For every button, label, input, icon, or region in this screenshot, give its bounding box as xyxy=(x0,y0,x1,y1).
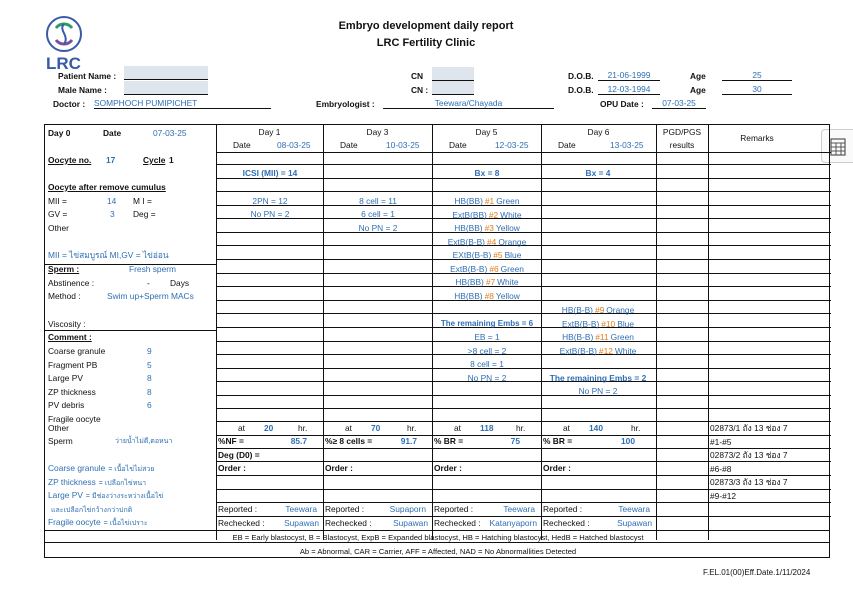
dob-value-2: 12-03-1994 xyxy=(598,84,660,95)
male-name-field xyxy=(124,81,208,95)
comment-value: 8 xyxy=(147,373,152,383)
embryo-color: Green xyxy=(496,196,520,206)
dob-label-1: D.O.B. xyxy=(568,71,594,81)
embryo-row xyxy=(450,264,524,275)
embryo-number: #1 xyxy=(484,196,495,206)
other2-label: Other xyxy=(48,423,69,433)
row-divider xyxy=(216,152,831,153)
embryo-row xyxy=(560,346,637,357)
opu-value: 07-03-25 xyxy=(652,98,706,109)
row-divider xyxy=(216,341,831,342)
at-label: at xyxy=(454,423,461,433)
comment-label: Coarse granule xyxy=(48,346,106,356)
rechecked-label: Rechecked : xyxy=(543,518,590,528)
dob-label-2: D.O.B. xyxy=(568,85,594,95)
embryo-grade: HB(B-B) xyxy=(561,305,593,315)
at-label: at xyxy=(238,423,245,433)
embryo-color: White xyxy=(614,345,637,356)
dob-value-1: 21-06-1999 xyxy=(598,70,660,81)
embryo-number: #8 xyxy=(484,290,494,301)
row-divider xyxy=(216,368,831,369)
embryo-grade: HB(B-B) xyxy=(562,332,594,342)
remarks-entry: 02873/1 ถัง 13 ช่อง 7 xyxy=(710,423,788,433)
embryo-grade: ExtB(B-B) xyxy=(447,236,485,247)
embryo-grade: ExtB(B-B) xyxy=(562,318,600,329)
d1-2pn: 2PN = 12 xyxy=(252,196,288,206)
sperm-label: Sperm : xyxy=(48,264,80,274)
hours-value: 20 xyxy=(264,423,274,433)
hr-label: hr. xyxy=(516,423,526,433)
embryo-color: Green xyxy=(500,263,524,274)
remarks-entry: #6-#8 xyxy=(710,463,732,474)
legend-desc: = เนื้อไข่ไม่สวย xyxy=(108,466,155,473)
patient-name-field xyxy=(124,66,208,80)
comment-label: Fragment PB xyxy=(48,359,98,370)
hours-value: 70 xyxy=(371,423,381,433)
mii-note: MII = ไข่สมบูรณ์ MI,GV = ไข่อ่อน xyxy=(48,250,169,260)
rechecked-label: Rechecked : xyxy=(218,518,265,528)
row-divider xyxy=(216,421,831,422)
male-name-label: Male Name : xyxy=(58,85,107,95)
embryo-color: Green xyxy=(610,332,634,342)
clinic-title: LRC Fertility Clinic xyxy=(376,37,476,49)
age-label-2: Age xyxy=(690,85,706,95)
remarks-entry: #1-#5 xyxy=(710,436,732,447)
comment-label: Comment : xyxy=(48,332,92,342)
rechecked-by: Supawan xyxy=(617,518,652,528)
embryo-color: Yellow xyxy=(495,290,520,301)
cycle-value: 1 xyxy=(169,155,174,165)
br6-value: 100 xyxy=(621,436,635,446)
row-divider xyxy=(216,408,831,409)
method-label: Method : xyxy=(48,291,81,301)
comment-label: PV debris xyxy=(48,400,85,410)
embryo-row xyxy=(455,196,520,207)
day-date-label: Date xyxy=(558,140,576,150)
reported-label: Reported : xyxy=(325,504,365,514)
row-divider xyxy=(216,461,831,462)
row-divider xyxy=(216,502,831,503)
reported-by: Teewara xyxy=(285,504,317,514)
legend-item xyxy=(48,477,146,489)
reported-label: Reported : xyxy=(543,504,583,514)
day-header: Day 1 xyxy=(258,127,281,137)
row-divider xyxy=(216,448,831,449)
footer-abbrev-2: Ab = Abnormal, CAR = Carrier, AFF = Affected, NAD = No Abnormallities Detected xyxy=(299,547,577,556)
cn-field xyxy=(432,67,474,81)
reported-label: Reported : xyxy=(434,504,474,514)
embryo-number: #6 xyxy=(489,263,499,274)
legend-term: Coarse granule xyxy=(48,463,106,473)
embryo-row xyxy=(452,210,521,221)
form-code: F.EL.01(00)Eff.Date.1/11/2024 xyxy=(703,568,811,577)
day-date-label: Date xyxy=(449,140,467,150)
gv-label: GV = xyxy=(48,209,68,219)
legend-term: Fragile oocyte xyxy=(48,517,101,527)
remarks-header: Remarks xyxy=(740,133,774,143)
rechecked-by: Supawan xyxy=(393,518,428,528)
embryo-grade: EXtB(B-B) xyxy=(452,250,492,260)
cn-label: CN xyxy=(411,71,424,81)
order-d5: Order : xyxy=(434,463,462,473)
day-date: 10-03-25 xyxy=(386,140,420,150)
row-divider xyxy=(216,313,831,314)
order-d1: Order : xyxy=(218,463,246,473)
embryologist-value: Teewara/Chayada xyxy=(383,98,554,109)
legend-desc: = เปลือกไข่หนา xyxy=(98,479,147,487)
embryologist-label: Embryologist : xyxy=(316,99,375,109)
deg-d0-label: Deg (D0) = xyxy=(218,450,260,460)
legend-desc: = เนื้อไข่เปราะ xyxy=(103,520,148,527)
embryo-grade: ExtB(B-B) xyxy=(450,263,488,274)
rechecked-by: Supawan xyxy=(284,518,319,528)
order-d6: Order : xyxy=(543,463,571,473)
day-header: Day 3 xyxy=(366,127,389,137)
embryo-report-table xyxy=(44,124,830,558)
row-divider xyxy=(216,435,831,436)
pgd-header: PGD/PGS xyxy=(662,127,702,137)
br5-value: 75 xyxy=(510,436,520,446)
row-divider xyxy=(216,489,831,490)
day-date: 12-03-25 xyxy=(495,140,529,150)
d3-8cell: 8 cell = 11 xyxy=(359,196,397,206)
br6-label: % BR = xyxy=(543,436,573,446)
sperm2-label: Sperm xyxy=(48,436,73,446)
day-date: 13-03-25 xyxy=(610,140,644,150)
embryo-number: #10 xyxy=(601,318,616,329)
logo-emblem-icon xyxy=(44,14,84,54)
d5-8cell: 8 cell = 1 xyxy=(470,359,504,369)
d5-nopn: No PN = 2 xyxy=(467,373,507,383)
reported-by: Teewara xyxy=(618,504,650,514)
sperm-note: ว่ายน้ำไม่ดี,ตอหนา xyxy=(115,438,173,445)
age-value-2: 30 xyxy=(722,84,792,95)
br5-label: % BR = xyxy=(434,436,464,446)
embryo-number: #11 xyxy=(595,332,609,342)
day-date: 08-03-25 xyxy=(277,140,311,150)
oocyte-no-value: 17 xyxy=(106,155,116,165)
d6-bx: Bx = 4 xyxy=(585,168,611,178)
opu-label: OPU Date : xyxy=(600,99,644,109)
rechecked-label: Rechecked : xyxy=(434,518,481,528)
d6-nopn: No PN = 2 xyxy=(578,386,618,396)
embryo-number: #12 xyxy=(598,345,613,356)
legend-item xyxy=(48,504,132,516)
embryo-row xyxy=(455,277,518,288)
d6-remaining: The remaining Embs = 2 xyxy=(549,373,647,383)
age-value-1: 25 xyxy=(722,70,792,81)
remarks-entry: #9-#12 xyxy=(710,490,737,501)
d3-nopn: No PN = 2 xyxy=(358,223,398,233)
embryo-color: Yellow xyxy=(495,223,520,233)
hr-label: hr. xyxy=(631,423,641,433)
embryo-row xyxy=(562,305,634,316)
row-divider xyxy=(216,475,831,476)
comment-value: 6 xyxy=(147,400,152,410)
d5-eb: EB = 1 xyxy=(474,332,500,342)
gv-value: 3 xyxy=(110,209,115,219)
embryo-row xyxy=(454,223,520,234)
other-label: Other xyxy=(48,223,69,233)
embryo-grade: ExtB(B-B) xyxy=(559,345,597,356)
footer-abbrev-1: EB = Early blastocyst, B = Blastocyst, ExpB = Expanded blastocyst, HB = Hatching blastocyst, HedB = Hatched blastocyst xyxy=(232,533,644,542)
embryo-number: #7 xyxy=(485,277,496,287)
clinic-logo xyxy=(44,14,88,73)
row-divider xyxy=(216,218,831,219)
remarks-entry: 02873/2 ถัง 13 ช่อง 7 xyxy=(710,450,788,460)
legend-term: Large PV xyxy=(48,490,83,500)
embryo-row xyxy=(453,250,522,261)
day0-date-label: Date xyxy=(103,128,122,138)
embryo-color: Blue xyxy=(504,250,522,260)
oocyte-no-label: Oocyte no. xyxy=(48,155,92,165)
embryo-number: #2 xyxy=(488,209,499,220)
embryo-grade: ExtB(BB) xyxy=(452,209,487,220)
comment-value: 8 xyxy=(147,386,152,397)
embryo-number: #4 xyxy=(486,236,497,247)
pgd-header-2: results xyxy=(669,140,695,150)
comment-value: 9 xyxy=(147,346,152,356)
icsi-value: ICSI (MII) = 14 xyxy=(242,168,298,178)
legend-item xyxy=(48,463,154,475)
row-divider xyxy=(216,381,831,382)
d3-6cell: 6 cell = 1 xyxy=(361,209,395,219)
at-label: at xyxy=(563,423,570,433)
embryo-grade: HB(BB) xyxy=(454,196,483,206)
row-divider xyxy=(216,516,831,517)
day0-date: 07-03-25 xyxy=(153,128,187,138)
mii-label: MII = xyxy=(48,196,67,206)
table-icon xyxy=(830,138,846,156)
mi-label: M I = xyxy=(133,196,152,206)
embryo-number: #3 xyxy=(484,223,494,233)
abstinence-label: Abstinence : xyxy=(48,278,95,288)
embryo-color: Blue xyxy=(617,318,634,329)
cn2-label: CN : xyxy=(411,85,429,95)
row-divider xyxy=(216,178,831,179)
rechecked-label: Rechecked : xyxy=(325,518,372,528)
method-value: Swim up+Sperm MACs xyxy=(107,291,194,301)
comment-label: ZP thickness xyxy=(48,386,96,397)
p8-label: %≥ 8 cells = xyxy=(325,436,373,446)
embryo-row xyxy=(562,332,634,343)
comment-label: Fragile oocyte xyxy=(48,413,101,424)
day0-label: Day 0 xyxy=(48,128,71,138)
abstinence-value: - xyxy=(147,278,150,288)
at-label: at xyxy=(345,423,352,433)
embryo-grade: HB(BB) xyxy=(454,290,483,301)
legend-desc: = มีช่องว่างระหว่างเนื้อไข่ xyxy=(85,493,164,500)
reported-by: Supaporn xyxy=(389,504,426,514)
d5-remaining: The remaining Embs = 6 xyxy=(440,319,534,328)
embryo-grade: HB(BB) xyxy=(455,277,484,287)
order-d3: Order : xyxy=(325,463,353,473)
legend-item xyxy=(48,490,163,502)
legend-item xyxy=(48,517,148,529)
row-divider xyxy=(216,395,831,396)
row-divider xyxy=(216,354,831,355)
day-date-label: Date xyxy=(340,140,358,150)
report-title: Embryo development daily report xyxy=(338,20,514,32)
age-label-1: Age xyxy=(690,71,706,81)
mii-value: 14 xyxy=(107,196,117,206)
day-date-label: Date xyxy=(233,140,251,150)
embryo-grade: HB(BB) xyxy=(454,223,483,233)
d5-bx: Bx = 8 xyxy=(474,168,500,178)
patient-name-label: Patient Name : xyxy=(58,71,117,81)
remarks-entry: 02873/3 ถัง 13 ช่อง 7 xyxy=(710,477,788,487)
day-header: Day 6 xyxy=(587,127,610,137)
reported-label: Reported : xyxy=(218,504,258,514)
doctor-label: Doctor : xyxy=(53,99,86,109)
after-cumulus-label: Oocyte after remove cumulus xyxy=(48,182,166,192)
days-word: Days xyxy=(170,278,190,288)
deg-label: Deg = xyxy=(133,209,156,219)
hours-value: 140 xyxy=(589,423,603,433)
embryo-number: #5 xyxy=(493,250,503,260)
hr-label: hr. xyxy=(298,423,308,433)
row-divider xyxy=(216,300,831,301)
nf-value: 85.7 xyxy=(290,436,307,446)
p8-value: 91.7 xyxy=(400,436,417,446)
viscosity-label: Viscosity : xyxy=(48,319,86,329)
d5-gt8cell: >8 cell = 2 xyxy=(467,346,507,356)
embryo-color: Orange xyxy=(498,236,527,247)
row-divider xyxy=(216,205,831,206)
comment-value: 5 xyxy=(147,359,152,370)
embryo-color: White xyxy=(500,209,522,220)
doctor-value: SOMPHOCH PUMIPICHET xyxy=(94,98,271,109)
hr-label: hr. xyxy=(407,423,417,433)
sperm-value: Fresh sperm xyxy=(129,264,177,274)
embryo-row xyxy=(562,319,634,330)
rechecked-by: Katanyaporn xyxy=(489,518,537,528)
row-divider xyxy=(216,286,831,287)
d1-nopn: No PN = 2 xyxy=(250,209,290,219)
cn2-field xyxy=(432,81,474,95)
comment-label: Large PV xyxy=(48,373,83,383)
embryo-number: #9 xyxy=(594,305,605,315)
row-divider xyxy=(216,191,831,192)
embryo-color: Orange xyxy=(606,305,635,315)
row-divider xyxy=(216,232,831,233)
cycle-label: Cycle xyxy=(143,155,166,165)
reported-by: Teewara xyxy=(503,504,535,514)
row-divider xyxy=(216,259,831,260)
legend-term: ZP thickness xyxy=(48,476,96,487)
embryo-color: White xyxy=(497,277,519,287)
logo-text: LRC xyxy=(46,54,81,73)
row-divider xyxy=(216,164,831,165)
nf-label: %NF = xyxy=(218,436,244,446)
hours-value: 118 xyxy=(480,423,494,433)
legend-desc: และเปลือกไข่กว้างกว่าปกติ xyxy=(51,506,133,514)
embryo-row xyxy=(448,237,527,248)
embryo-row xyxy=(454,291,520,302)
day-header: Day 5 xyxy=(475,127,498,137)
